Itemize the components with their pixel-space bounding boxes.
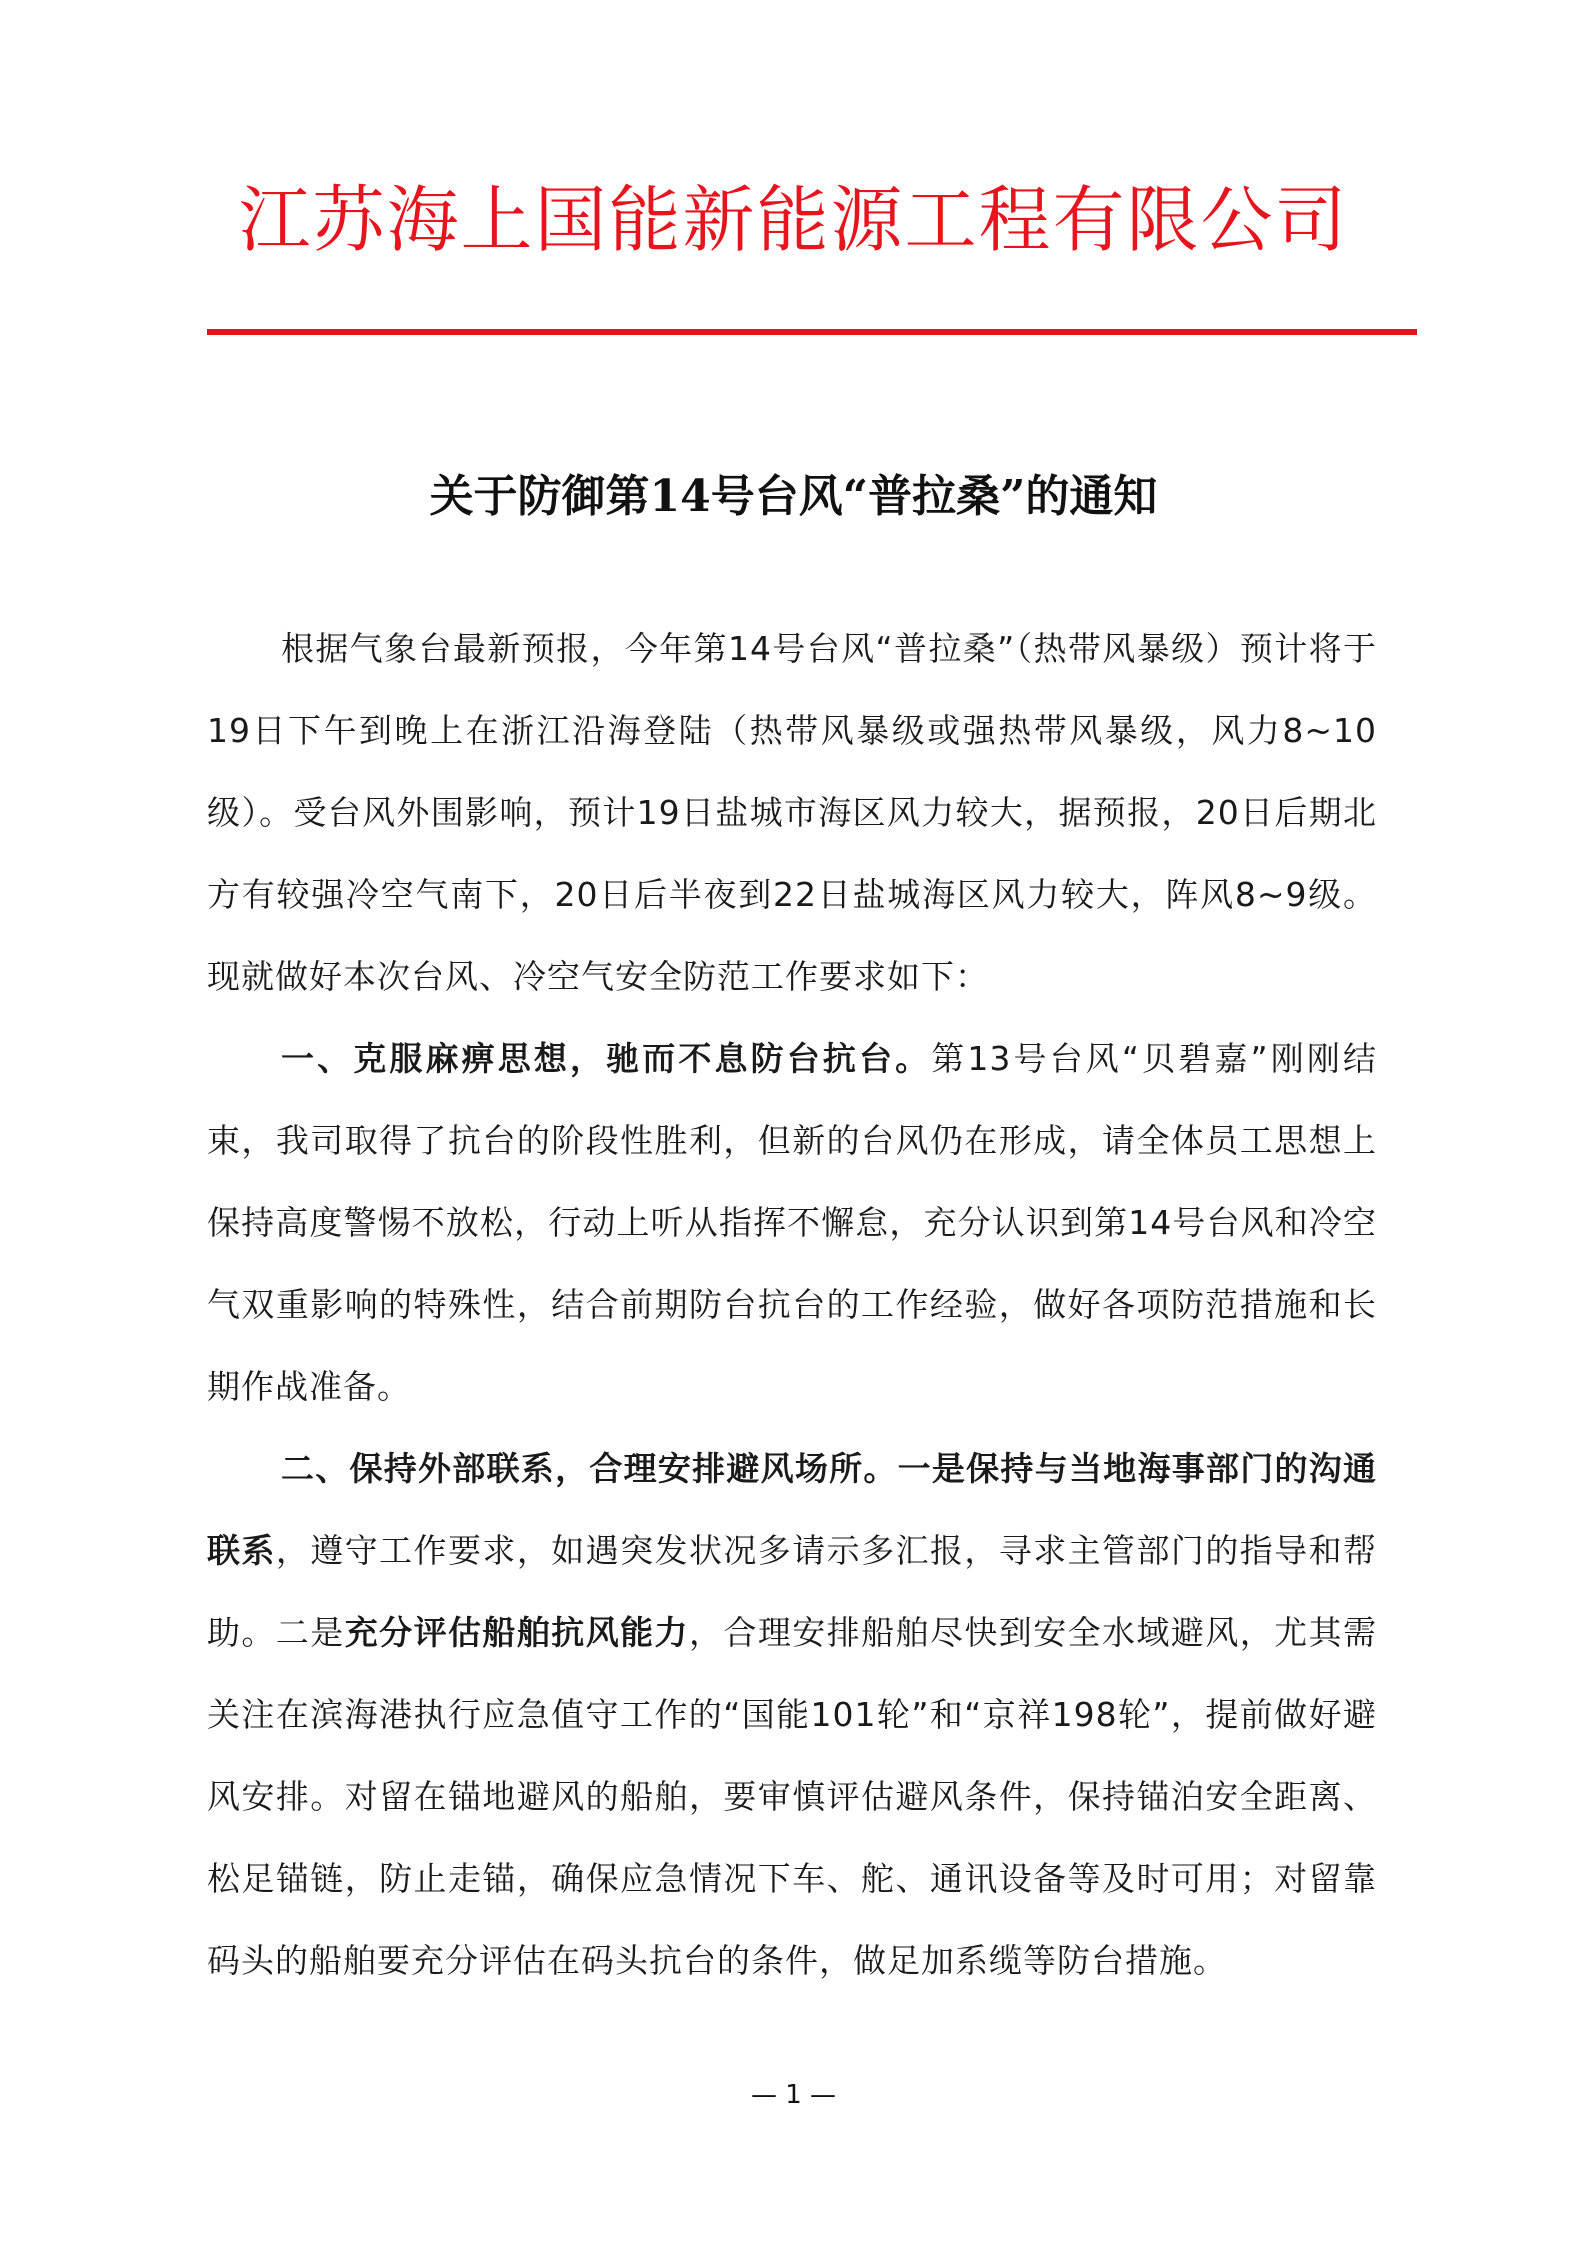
section-2-point-2-label: 二是 [275, 1613, 345, 1652]
section-2-point-1-text: ，遵守工作要求，如遇突发状况多请示多汇报，寻求主管部门的指导和帮助。 [207, 1531, 1378, 1652]
section-1-heading: 一、克服麻痹思想，驰而不息防台抗台。 [281, 1039, 932, 1078]
paragraph-intro-text: 根据气象台最新预报，今年第14号台风“普拉桑”（热带风暴级）预计将于19日下午到晚上在浙江沿海登陆（热带风暴级或强热带风暴级，风力8~10级）。受台风外围影响，预计19日盐城市海区风力较大，据预报，20日后期北方有较强冷空气南下，20日后半夜到22日盐城海区风力较大，阵风8~9级。现就做好本次台风、冷空气安全防范工作要求如下： [207, 629, 1377, 996]
section-1-text: 第13号台风“贝碧嘉”刚刚结束，我司取得了抗台的阶段性胜利，但新的台风仍在形成，请全体员工思想上保持高度警惕不放松，行动上听从指挥不懈怠，充分认识到第14号台风和冷空气双重影响的特殊性，结合前期防台抗台的工作经验，做好各项防范措施和长期作战准备。 [207, 1039, 1378, 1406]
paragraph-section-1 [207, 1018, 1377, 1428]
paragraph-section-2 [207, 1428, 1377, 2002]
document-body [207, 608, 1377, 2002]
page-number: — 1 — [750, 2080, 837, 2110]
section-2-point-1-heading: 一是保持与当地海事部门的沟通联系 [207, 1449, 1378, 1570]
letterhead-company-name: 江苏海上国能新能源工程有限公司 [238, 178, 1349, 262]
letterhead-red-divider [207, 329, 1417, 335]
section-2-point-2-text: ，合理安排船舶尽快到安全水域避风，尤其需关注在滨海港执行应急值守工作的“国能101轮”和“京祥198轮”，提前做好避风安排。对留在锚地避风的船舶，要审慎评估避风条件，保持锚泊安全距离、松足锚链，防止走锚，确保应急情况下车、舵、通讯设备等及时可用；对留靠码头的船舶要充分评估在码头抗台的条件，做足加系缆等防台措施。 [207, 1613, 1378, 1980]
paragraph-intro [207, 608, 1377, 1018]
section-2-point-2-heading: 充分评估船舶抗风能力 [344, 1613, 689, 1652]
section-2-heading: 二、保持外部联系，合理安排避风场所。 [281, 1449, 898, 1488]
document-title: 关于防御第14号台风“普拉桑”的通知 [429, 471, 1158, 522]
